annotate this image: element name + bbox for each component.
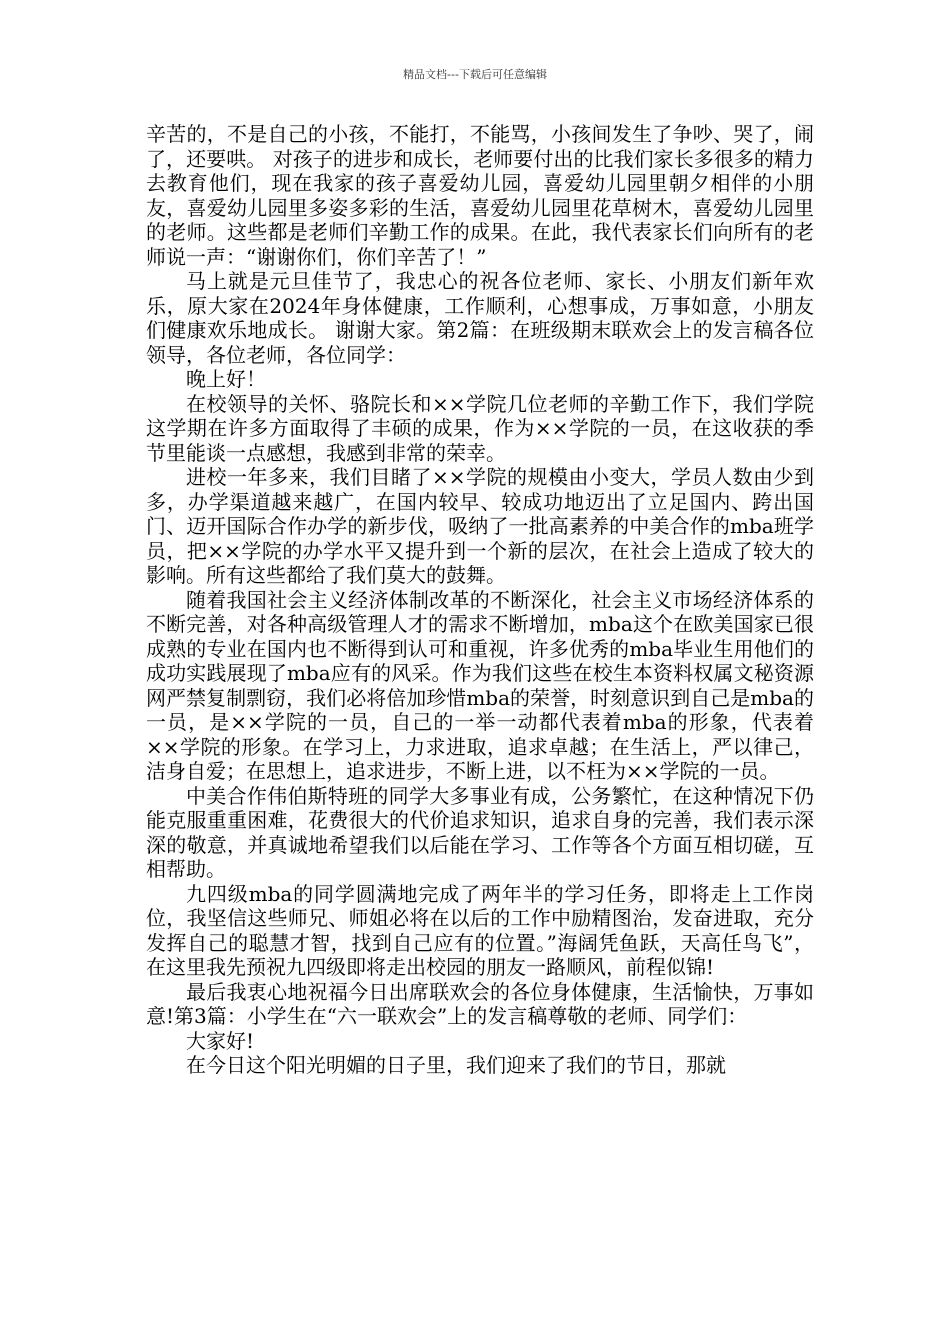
document-body	[146, 122, 814, 1078]
paragraph: 晚上好！	[186, 367, 266, 391]
paragraph: 九四级mba的同学圆满地完成了两年半的学习任务，即将走上工作岗位，我坚信这些师兄、师姐必将在以后的工作中励精图治，发奋进取，充分发挥自己的聪慧才智，找到自己应有的位置。”海阔凭鱼跃，天高任鸟飞”，在这里我先预祝九四级即将走出校园的朋友一路顺风，前程似锦!	[146, 881, 814, 979]
paragraph: 随着我国社会主义经济体制改革的不断深化，社会主义市场经济体系的不断完善，对各种高级管理人才的需求不断增加，mba这个在欧美国家已很成熟的专业在国内也不断得到认可和重视，许多优秀的mba毕业生用他们的成功实践展现了mba应有的风采。作为我们这些在校生本资料权属文秘资源网严禁复制剽窃，我们必将倍加珍惜mba的荣誉，时刻意识到自己是mba的一员，是××学院的一员，自己的一举一动都代表着mba的形象，代表着××学院的形象。在学习上，力求进取，追求卓越；在生活上，严以律己，洁身自爱；在思想上，追求进步，不断上进，以不枉为××学院的一员。	[146, 587, 814, 783]
paragraph: 马上就是元旦佳节了，我忠心的祝各位老师、家长、小朋友们新年欢乐，原大家在2024年身体健康，工作顺利，心想事成，万事如意，小朋友们健康欢乐地成长。 谢谢大家。第2篇：在班级期末联欢会上的发言稿各位领导，各位老师，各位同学：	[146, 269, 814, 367]
paragraph: 进校一年多来，我们目睹了××学院的规模由小变大，学员人数由少到多，办学渠道越来越广，在国内较早、较成功地迈出了立足国内、跨出国门、迈开国际合作办学的新步伐，吸纳了一批高素养的中美合作的mba班学员，把××学院的办学水平又提升到一个新的层次，在社会上造成了较大的影响。所有这些都给了我们莫大的鼓舞。	[146, 465, 814, 587]
paragraph: 在校领导的关怀、骆院长和××学院几位老师的辛勤工作下，我们学院这学期在许多方面取得了丰硕的成果，作为××学院的一员，在这收获的季节里能谈一点感想，我感到非常的荣幸。	[146, 391, 814, 465]
paragraph: 中美合作伟伯斯特班的同学大多事业有成，公务繁忙，在这种情况下仍能克服重重困难，花费很大的代价追求知识，追求自身的完善，我们表示深深的敬意，并真诚地希望我们以后能在学习、工作等各个方面互相切磋，互相帮助。	[146, 783, 814, 881]
page-header: 精品文档---下载后可任意编辑	[403, 68, 547, 81]
paragraph: 在今日这个阳光明媚的日子里，我们迎来了我们的节日，那就	[186, 1053, 726, 1077]
paragraph: 大家好!	[186, 1028, 255, 1053]
paragraph: 辛苦的，不是自己的小孩，不能打，不能骂，小孩间发生了争吵、哭了，闹了，还要哄。 对孩子的进步和成长，老师要付出的比我们家长多很多的精力去教育他们，现在我家的孩子喜爱幼儿园，喜爱幼儿园里朝夕相伴的小朋友，喜爱幼儿园里多姿多彩的生活，喜爱幼儿园里花草树木，喜爱幼儿园里的老师。这些都是老师们辛勤工作的成果。在此，我代表家长们向所有的老师说一声：“谢谢你们，你们辛苦了！”	[146, 122, 814, 269]
paragraph: 最后我衷心地祝福今日出席联欢会的各位身体健康，生活愉快，万事如意!第3篇：小学生在“六一联欢会”上的发言稿尊敬的老师、同学们：	[146, 979, 814, 1028]
